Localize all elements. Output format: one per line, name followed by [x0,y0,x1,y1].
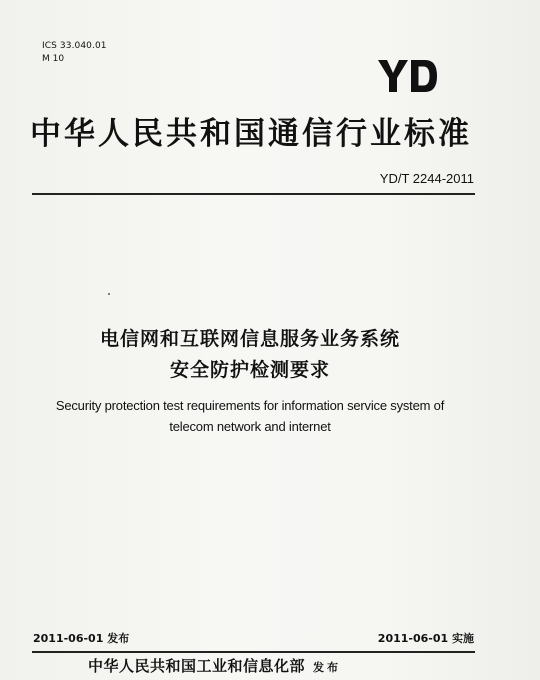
top-divider [32,193,475,195]
issuer-name: 中华人民共和国工业和信息化部 [88,657,306,675]
publish-date: 2011-06-01 发布 [33,632,130,645]
implement-date: 2011-06-01 实施 [377,632,474,645]
speck [108,293,110,295]
ics-code: ICS 33.040.01 [42,41,107,51]
issuer-action: 发布 [313,661,342,674]
document-title-cn-line1: 电信网和互联网信息服务业务系统 [99,328,400,350]
document-title-cn-line2: 安全防护检测要求 [169,359,330,381]
issuer-line [88,655,341,676]
classification-code: M 10 [42,54,65,64]
document-title-en-line2: telecom network and internet [169,419,331,434]
standard-number: YD/T 2244-2011 [379,171,474,186]
industry-standard-title: 中华人民共和国通信行业标准 [30,116,472,152]
yd-logo [377,56,439,96]
yd-logo-mark [377,56,439,96]
document-title-en-line1: Security protection test requirements for information service system of [55,398,445,413]
bottom-divider [32,651,475,653]
